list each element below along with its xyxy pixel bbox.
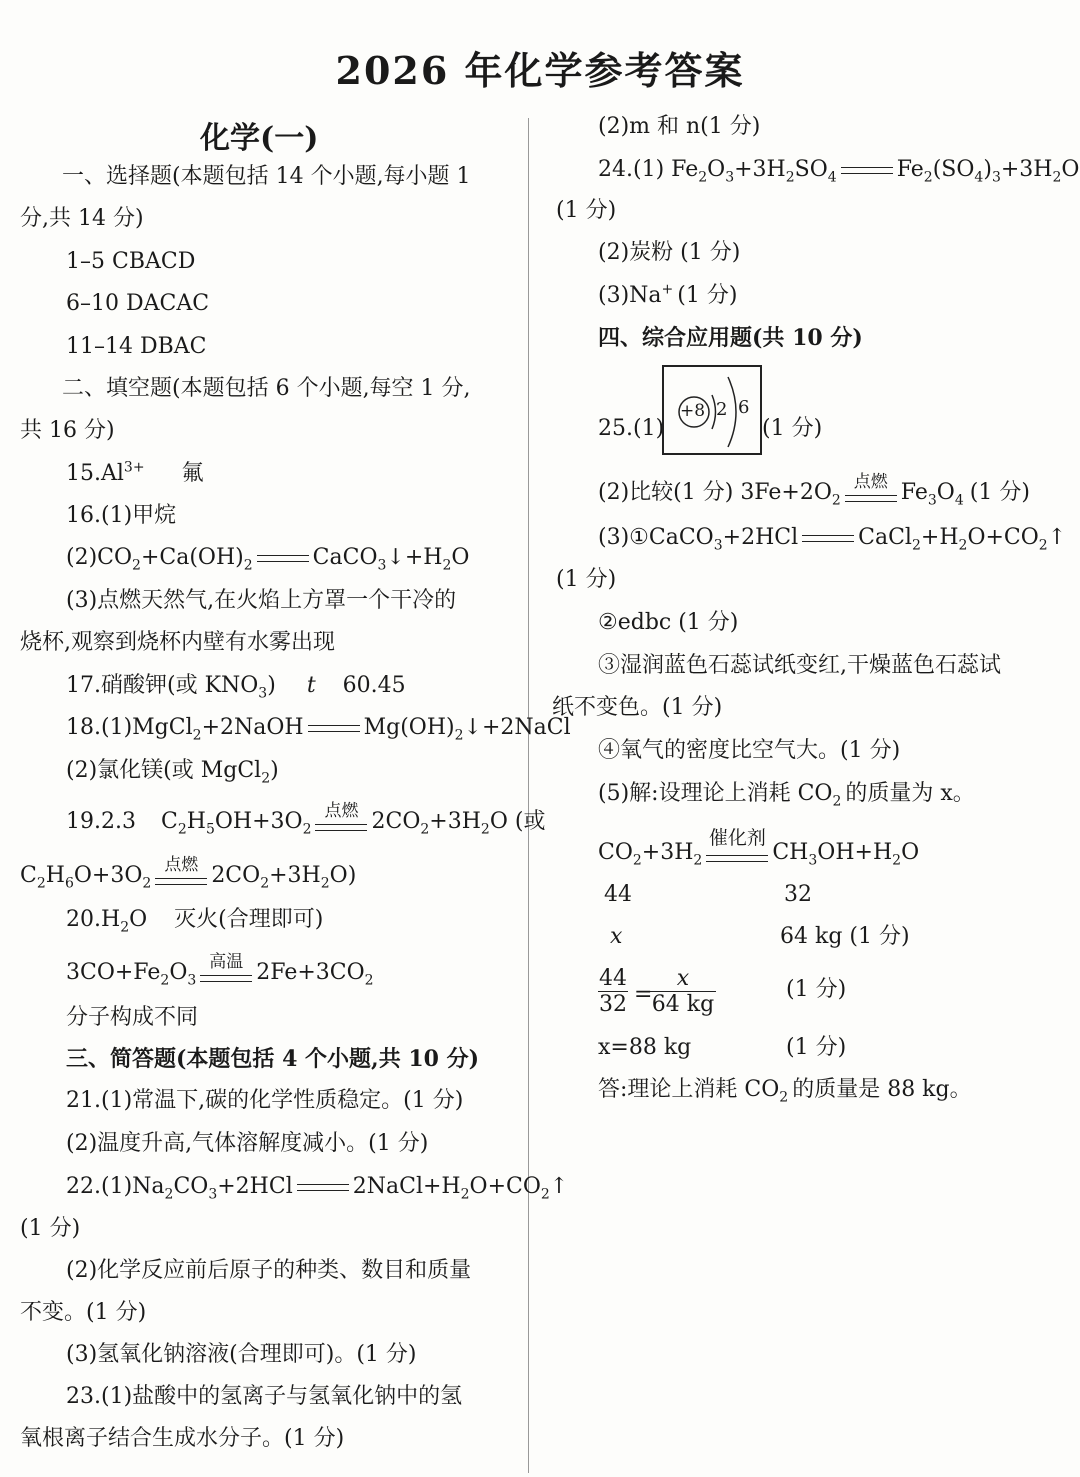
eq-part: OH+H xyxy=(817,840,893,865)
reaction-arrow xyxy=(841,167,893,174)
reaction-arrow xyxy=(257,555,309,562)
shell-arc-1 xyxy=(712,395,716,429)
eq-part: (2)比较(1 分) 3Fe+2O xyxy=(598,480,832,505)
q19-line: 19.2.3 $C_2H_5OH+3O_2$ 点燃 $2CO_2+3H_2O$ (或 xyxy=(66,801,546,838)
q23-1-cont: 氧根离子结合生成水分子。(1 分) xyxy=(20,1426,345,1451)
reaction-arrow xyxy=(802,535,854,542)
q19-answer: 19.2.3 xyxy=(66,809,136,834)
eq-part: ↓+H xyxy=(386,545,443,570)
condition-label: 点燃 xyxy=(164,855,199,875)
eq-part: C xyxy=(160,809,178,834)
q20-answer: 灭火(合理即可) xyxy=(174,907,324,932)
q22-1-equation: $22.(1)Na_2CO_3+2HCl$ $2NaCl+H_2O+CO_2↑$ xyxy=(66,1174,569,1203)
q15-line xyxy=(66,459,204,489)
eq-part: 的质量是 88 kg。 xyxy=(792,1077,972,1102)
eq-part: O xyxy=(901,840,920,865)
eq-part: 20.H xyxy=(66,907,121,932)
eq-part: O) xyxy=(329,863,357,888)
q25-5: (5)解:设理论上消耗 $CO_2$ 的质量为 x。 xyxy=(598,781,975,810)
score: (1 分) xyxy=(677,283,738,308)
shell-2-count: 6 xyxy=(738,397,750,418)
eq-part: 2CO xyxy=(371,809,421,834)
q20-equation: $3CO+Fe_2O_3$ 高温 $2Fe+3CO_2$ xyxy=(66,952,374,989)
q25-2: (2)比较(1 分) $3Fe+2O_2$ 点燃 $Fe_3O_4$ (1 分) xyxy=(598,472,1030,509)
q25-1-score: (1 分) xyxy=(762,416,823,441)
calc-64kg: 64 kg (1 分) xyxy=(780,924,910,949)
eq-part: +3H xyxy=(641,840,694,865)
eq-part: O xyxy=(936,480,955,505)
eq-part: Fe xyxy=(896,157,924,182)
q22-2-cont: 不变。(1 分) xyxy=(20,1300,147,1325)
calc-mass-co2: 44 xyxy=(604,882,632,907)
q25-3-4: ④氧气的密度比空气大。(1 分) xyxy=(598,738,901,763)
q24-3 xyxy=(598,281,737,311)
eq-part: (SO xyxy=(932,157,975,182)
fraction-score: (1 分) xyxy=(786,977,847,1002)
eq-part: +2HCl xyxy=(217,1174,293,1199)
eq-part: H xyxy=(45,863,65,888)
eq-part: 的质量为 x。 xyxy=(845,781,975,806)
q23-1: 23.(1)盐酸中的氢离子与氢氧化钠中的氢 xyxy=(66,1384,463,1409)
q25-3-1-score: (1 分) xyxy=(556,567,617,592)
fraction-left xyxy=(598,966,628,1017)
section-3-heading: 三、简答题(本题包括 4 个小题,共 10 分) xyxy=(66,1046,480,1072)
eq-part: 18.(1)MgCl xyxy=(66,715,193,740)
eq-part: +3H xyxy=(1000,157,1053,182)
eq-part: +H xyxy=(920,525,959,550)
section-4-heading: 四、综合应用题(共 10 分) xyxy=(598,325,863,351)
q25-1-label: 25.(1) xyxy=(598,416,665,441)
fraction-equals: = xyxy=(634,982,653,1007)
q25-3-3: ③湿润蓝色石蕊试纸变红,干燥蓝色石蕊试 xyxy=(598,653,1001,678)
final-answer: 答:理论上消耗 $CO_2$ 的质量是 88 kg。 xyxy=(598,1077,972,1106)
shell-1-count: 2 xyxy=(716,399,728,420)
eq-part: ↑ xyxy=(549,1174,569,1199)
eq-part: CO xyxy=(598,840,633,865)
condition-label: 催化剂 xyxy=(708,827,766,849)
shell-arc-2 xyxy=(728,377,736,447)
q20-explain: 分子构成不同 xyxy=(66,1005,199,1030)
q17-t: t xyxy=(306,673,316,698)
eq-part: OH+3O xyxy=(214,809,303,834)
q23-2: (2)m 和 n(1 分) xyxy=(598,114,761,139)
fraction-numerator: 44 xyxy=(599,966,627,991)
eq-part: O xyxy=(451,545,470,570)
q16-3: (3)点燃天然气,在火焰上方罩一个干冷的 xyxy=(66,588,457,613)
eq-part: O xyxy=(129,907,148,932)
reaction-condition xyxy=(153,855,209,891)
q21-2: (2)温度升高,气体溶解度减小。(1 分) xyxy=(66,1131,429,1156)
eq-part: H xyxy=(186,809,206,834)
q16-3-cont: 烧杯,观察到烧杯内壁有水雾出现 xyxy=(20,630,335,655)
section-2-heading-cont: 共 16 分) xyxy=(20,418,115,443)
q18-1-equation: 18.(1)MgCl$_2$+2NaOH $Mg(OH)_2↓+2NaCl$ xyxy=(66,715,571,744)
eq-part: +Ca(OH) xyxy=(140,545,244,570)
atom-structure-diagram xyxy=(662,365,762,455)
eq-part: 22.(1)Na xyxy=(66,1174,165,1199)
eq-part: C xyxy=(20,863,37,888)
q15-element: 氟 xyxy=(181,461,204,486)
q17-paren: ) xyxy=(267,673,276,698)
eq-part: 2CO xyxy=(211,863,261,888)
condition-label: 点燃 xyxy=(853,472,888,492)
q15-charge: 3+ xyxy=(123,459,145,476)
eq-part: O+CO xyxy=(967,525,1039,550)
eq-part: (5)解:设理论上消耗 CO xyxy=(598,781,833,806)
nucleus-charge: +8 xyxy=(680,401,706,421)
answer-1-5: 1–5 CBACD xyxy=(66,249,196,274)
fraction-denominator: 64 kg xyxy=(651,992,715,1017)
calc-equation: $CO_2+3H_2$ 催化剂 $CH_3OH+H_2O$ xyxy=(598,827,920,869)
eq-part: 2NaCl+H xyxy=(352,1174,461,1199)
eq-part: 24.(1) Fe xyxy=(598,157,699,182)
eq-part: 答:理论上消耗 CO xyxy=(598,1077,780,1102)
q22-3: (3)氢氧化钠溶液(合理即可)。(1 分) xyxy=(66,1342,417,1367)
q20-line: $20.H_2O$ 灭火(合理即可) xyxy=(66,907,324,936)
eq-part: 3CO+Fe xyxy=(66,960,161,985)
score: (1 分) xyxy=(969,480,1030,505)
reaction-condition xyxy=(843,472,899,508)
eq-part: O+3O xyxy=(73,863,143,888)
eq-part: +2NaOH xyxy=(201,715,304,740)
reaction-arrow xyxy=(308,725,360,732)
eq-part: ↓+2NaCl xyxy=(463,715,571,740)
eq-part: 2Fe+3CO xyxy=(256,960,365,985)
q17-value: 60.45 xyxy=(342,673,406,698)
reaction-condition xyxy=(704,827,770,868)
q22-2: (2)化学反应前后原子的种类、数目和质量 xyxy=(66,1258,472,1283)
section-2-heading: 二、填空题(本题包括 6 个小题,每空 1 分, xyxy=(62,376,471,401)
eq-part: (3)①CaCO xyxy=(598,525,714,550)
q18-2: (2)氯化镁(或 MgCl$_2$) xyxy=(66,758,279,787)
reaction-condition xyxy=(313,801,369,837)
q17-answer: 17.硝酸钾(或 KNO xyxy=(66,673,259,698)
eq-part: +3H xyxy=(734,157,786,182)
eq-part: O+CO xyxy=(469,1174,541,1199)
answer-11-14: 11–14 DBAC xyxy=(66,334,207,359)
eq-part: CaCO xyxy=(312,545,378,570)
charge: + xyxy=(661,281,674,298)
q21-1: 21.(1)常温下,碳的化学性质稳定。(1 分) xyxy=(66,1088,464,1113)
q24-1-score: (1 分) xyxy=(556,198,617,223)
eq-part: +2HCl xyxy=(722,525,799,550)
eq-part: SO xyxy=(794,157,828,182)
eq-part: +3H xyxy=(269,863,321,888)
answer-6-10: 6–10 DACAC xyxy=(66,291,210,316)
eq-part: (2)CO xyxy=(66,545,133,570)
condition-label: 高温 xyxy=(209,952,244,972)
q16-2-equation: $(2)CO_2+Ca(OH)_2$ $CaCO_3↓+H_2O$ xyxy=(66,545,470,574)
q22-1-score: (1 分) xyxy=(20,1216,81,1241)
q15-ion: 15.Al xyxy=(66,461,124,486)
fraction-denominator: 32 xyxy=(599,992,627,1017)
eq-part: ) xyxy=(983,157,992,182)
eq-part: O xyxy=(1061,157,1080,182)
q24-1-equation: 24.(1) $Fe_2O_3+3H_2SO_4$ $Fe_2(SO_4)_3+3H_2O$ xyxy=(598,157,1080,186)
q25-3-1-equation: (3)①CaCO$_3$+2HCl $CaCl_2+H_2O+CO_2↑$ xyxy=(598,525,1067,554)
calc-result: x=88 kg xyxy=(598,1035,692,1060)
calc-result-score: (1 分) xyxy=(786,1035,847,1060)
eq-part: CH xyxy=(772,840,809,865)
q25-3-3-cont: 纸不变色。(1 分) xyxy=(552,695,723,720)
q19-alt-equation: $C_2H_6O+3O_2$ 点燃 $2CO_2+3H_2O$) xyxy=(20,855,357,892)
eq-part: ↑ xyxy=(1047,525,1067,550)
section-subtitle: 化学(一) xyxy=(200,121,319,156)
calc-x: x xyxy=(610,924,623,949)
eq-part: (3)Na xyxy=(598,283,662,308)
page-title: 2026 年化学参考答案 xyxy=(335,48,745,93)
q24-2: (2)炭粉 (1 分) xyxy=(598,240,741,265)
fraction-right xyxy=(650,966,716,1017)
eq-part: O (或 xyxy=(489,809,546,834)
eq-part: Fe xyxy=(900,480,928,505)
eq-part: (2)氯化镁(或 MgCl xyxy=(66,758,262,783)
reaction-condition xyxy=(198,952,254,988)
eq-part: O xyxy=(169,960,188,985)
eq-part: CO xyxy=(173,1174,209,1199)
eq-part: Mg(OH) xyxy=(363,715,455,740)
column-divider xyxy=(528,118,529,1473)
eq-part: ) xyxy=(270,758,279,783)
eq-part: O xyxy=(707,157,726,182)
eq-part: CaCl xyxy=(858,525,912,550)
section-1-heading-cont: 分,共 14 分) xyxy=(20,206,144,231)
section-1-heading: 一、选择题(本题包括 14 个小题,每小题 1 xyxy=(62,164,471,189)
eq-part: +3H xyxy=(429,809,481,834)
q16-1: 16.(1)甲烷 xyxy=(66,503,177,528)
q25-3-2: ②edbc (1 分) xyxy=(598,610,739,635)
calc-mass-ch3oh: 32 xyxy=(784,882,812,907)
fraction-numerator: x xyxy=(650,966,716,992)
condition-label: 点燃 xyxy=(324,801,359,821)
reaction-arrow xyxy=(297,1184,349,1191)
q17-line: 17.硝酸钾(或 $KNO_3$) t 60.45 xyxy=(66,673,406,702)
